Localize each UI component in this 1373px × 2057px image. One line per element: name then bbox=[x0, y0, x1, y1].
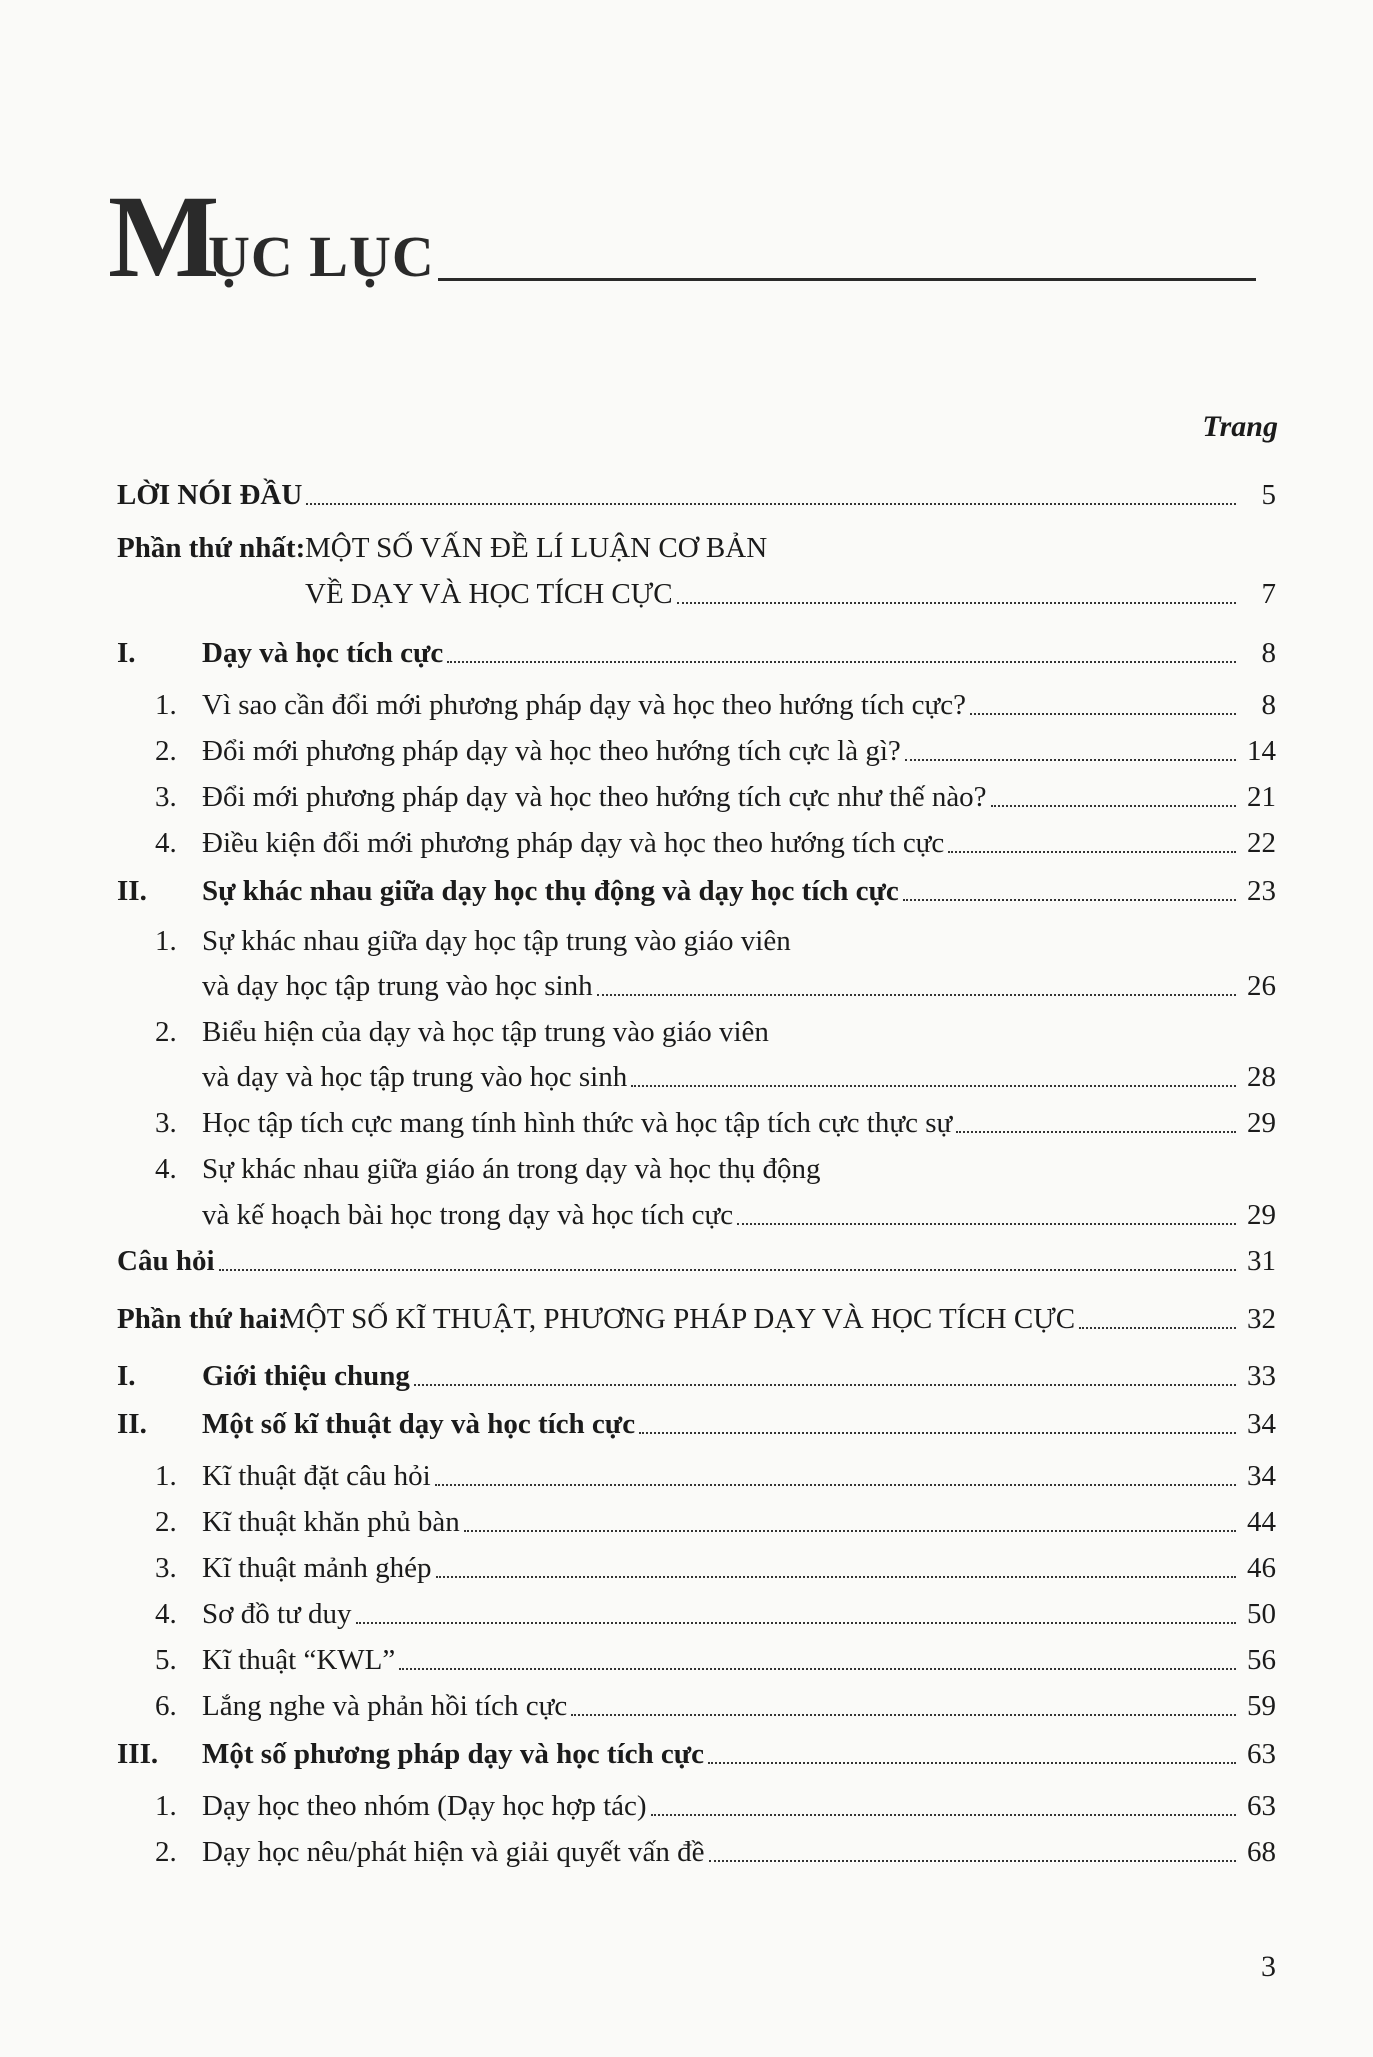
toc-entry-page: 63 bbox=[1247, 1790, 1276, 1822]
toc-leader-dots bbox=[905, 759, 1236, 761]
toc-entry-title: VỀ DẠY VÀ HỌC TÍCH CỰC bbox=[305, 578, 673, 610]
toc-entry-page: 8 bbox=[1261, 637, 1276, 669]
toc-entry-title: Phần thứ nhất: bbox=[117, 532, 306, 564]
toc-entry-number: 1. bbox=[155, 689, 177, 721]
toc-entry-page: 32 bbox=[1247, 1303, 1276, 1335]
toc-entry-page: 5 bbox=[1261, 479, 1276, 511]
toc-entry-title: và kế hoạch bài học trong dạy và học tích cực bbox=[202, 1199, 734, 1231]
toc-entry bbox=[0, 921, 1373, 961]
toc-entry bbox=[0, 633, 1373, 673]
toc-entry-title: Dạy và học tích cực bbox=[202, 637, 444, 669]
toc-entry-number: 2. bbox=[155, 1836, 177, 1868]
toc-entry bbox=[0, 1012, 1373, 1052]
toc-entry bbox=[0, 1502, 1373, 1542]
toc-leader-dots bbox=[1079, 1327, 1236, 1329]
toc-entry-number: 4. bbox=[155, 1598, 177, 1630]
toc-entry-page: 21 bbox=[1247, 781, 1276, 813]
toc-entry-number: 4. bbox=[155, 827, 177, 859]
toc-entry-title: Phần thứ hai: bbox=[117, 1303, 288, 1335]
toc-leader-dots bbox=[956, 1131, 1236, 1133]
toc-entry-page: 23 bbox=[1247, 875, 1276, 907]
toc-entry-number: 5. bbox=[155, 1644, 177, 1676]
toc-entry bbox=[0, 528, 1373, 568]
toc-entry-title: Dạy học theo nhóm (Dạy học hợp tác) bbox=[202, 1790, 647, 1822]
toc-entry-number: 2. bbox=[155, 1506, 177, 1538]
toc-entry-number: III. bbox=[117, 1738, 159, 1770]
toc-entry bbox=[0, 1149, 1373, 1189]
toc-leader-dots bbox=[737, 1223, 1236, 1225]
toc-entry bbox=[0, 1103, 1373, 1143]
toc-entry bbox=[0, 1640, 1373, 1680]
toc-entry bbox=[0, 1456, 1373, 1496]
toc-entry-title: Sự khác nhau giữa dạy học thụ động và dạy học tích cực bbox=[202, 875, 899, 907]
toc-entry-page: 59 bbox=[1247, 1690, 1276, 1722]
toc-entry bbox=[0, 1195, 1373, 1235]
toc-leader-dots bbox=[639, 1432, 1236, 1434]
toc-entry-title: Lắng nghe và phản hồi tích cực bbox=[202, 1690, 568, 1722]
toc-entry-page: 68 bbox=[1247, 1836, 1276, 1868]
toc-entry bbox=[0, 731, 1373, 771]
toc-entry-title: và dạy và học tập trung vào học sinh bbox=[202, 1061, 628, 1093]
toc-leader-dots bbox=[571, 1714, 1236, 1716]
toc-entry-number: 1. bbox=[155, 1790, 177, 1822]
toc-entry bbox=[0, 777, 1373, 817]
toc-entry-number: 2. bbox=[155, 735, 177, 767]
toc-entry bbox=[0, 685, 1373, 725]
toc-entry-title: Sơ đồ tư duy bbox=[202, 1598, 352, 1630]
toc-leader-dots bbox=[709, 1860, 1236, 1862]
toc-entry-number: 2. bbox=[155, 1016, 177, 1048]
toc-entry-title: Kĩ thuật mảnh ghép bbox=[202, 1552, 432, 1584]
toc-entry-subtitle: MỘT SỐ KĨ THUẬT, PHƯƠNG PHÁP DẠY VÀ HỌC TÍCH CỰC bbox=[280, 1303, 1076, 1335]
toc-entry-number: I. bbox=[117, 637, 136, 669]
toc-entry-title: Sự khác nhau giữa dạy học tập trung vào giáo viên bbox=[202, 925, 791, 957]
toc-entry bbox=[0, 574, 1373, 614]
toc-entry bbox=[0, 1356, 1373, 1396]
toc-entry-page: 29 bbox=[1247, 1107, 1276, 1139]
page-column-header: Trang bbox=[1202, 410, 1278, 443]
toc-entry-page: 7 bbox=[1261, 578, 1276, 610]
toc-leader-dots bbox=[991, 805, 1236, 807]
toc-entry-title: Kĩ thuật “KWL” bbox=[202, 1644, 396, 1676]
toc-leader-dots bbox=[948, 851, 1236, 853]
toc-entry-page: 8 bbox=[1261, 689, 1276, 721]
toc-entry-title: Vì sao cần đổi mới phương pháp dạy và học theo hướng tích cực? bbox=[202, 689, 966, 721]
toc-entry bbox=[0, 1057, 1373, 1097]
toc-entry-number: 1. bbox=[155, 1460, 177, 1492]
toc-entry-title: Đổi mới phương pháp dạy và học theo hướng tích cực là gì? bbox=[202, 735, 901, 767]
toc-entry-page: 22 bbox=[1247, 827, 1276, 859]
toc-entry-page: 29 bbox=[1247, 1199, 1276, 1231]
toc-entry-page: 50 bbox=[1247, 1598, 1276, 1630]
toc-entry-title: Học tập tích cực mang tính hình thức và học tập tích cực thực sự bbox=[202, 1107, 953, 1139]
toc-leader-dots bbox=[597, 994, 1236, 996]
toc-entry-page: 14 bbox=[1247, 735, 1276, 767]
page-number: 3 bbox=[1261, 1950, 1276, 1983]
toc-entry-page: 63 bbox=[1247, 1738, 1276, 1770]
toc-entry-number: II. bbox=[117, 875, 147, 907]
title-rule bbox=[438, 278, 1256, 281]
toc-entry bbox=[0, 871, 1373, 911]
toc-leader-dots bbox=[651, 1814, 1236, 1816]
toc-entry-subtitle: MỘT SỐ VẤN ĐỀ LÍ LUẬN CƠ BẢN bbox=[305, 532, 768, 564]
toc-entry-page: 31 bbox=[1247, 1245, 1276, 1277]
toc-entry-number: 6. bbox=[155, 1690, 177, 1722]
title-text: ỤC LỤC bbox=[208, 224, 435, 289]
toc-entry-title: Kĩ thuật đặt câu hỏi bbox=[202, 1460, 431, 1492]
toc-entry-number: 3. bbox=[155, 781, 177, 813]
toc-entry-title: và dạy học tập trung vào học sinh bbox=[202, 970, 593, 1002]
toc-entry-title: Câu hỏi bbox=[117, 1245, 215, 1277]
toc-entry-number: 3. bbox=[155, 1552, 177, 1584]
toc-leader-dots bbox=[436, 1576, 1236, 1578]
toc-entry bbox=[0, 1686, 1373, 1726]
toc-leader-dots bbox=[708, 1762, 1236, 1764]
title-initial: M bbox=[108, 171, 218, 302]
toc-entry-number: 3. bbox=[155, 1107, 177, 1139]
toc-leader-dots bbox=[677, 602, 1236, 604]
toc-entry-title: Điều kiện đổi mới phương pháp dạy và học theo hướng tích cực bbox=[202, 827, 945, 859]
toc-entry-title: Sự khác nhau giữa giáo án trong dạy và học thụ động bbox=[202, 1153, 821, 1185]
toc-entry bbox=[0, 823, 1373, 863]
toc-entry-page: 34 bbox=[1247, 1460, 1276, 1492]
toc-entry bbox=[0, 1832, 1373, 1872]
toc-entry-title: LỜI NÓI ĐẦU bbox=[117, 479, 303, 511]
toc-leader-dots bbox=[464, 1530, 1236, 1532]
toc-entry bbox=[0, 1241, 1373, 1281]
page-title bbox=[108, 171, 1256, 302]
toc-entry bbox=[0, 1594, 1373, 1634]
toc-entry-page: 33 bbox=[1247, 1360, 1276, 1392]
toc-entry-page: 26 bbox=[1247, 970, 1276, 1002]
toc-entry-title: Biểu hiện của dạy và học tập trung vào giáo viên bbox=[202, 1016, 769, 1048]
toc-leader-dots bbox=[435, 1484, 1236, 1486]
toc-entry-number: II. bbox=[117, 1408, 147, 1440]
toc-entry-number: I. bbox=[117, 1360, 136, 1392]
toc-leader-dots bbox=[447, 661, 1236, 663]
toc-entry-title: Một số kĩ thuật dạy và học tích cực bbox=[202, 1408, 636, 1440]
toc-entry-number: 4. bbox=[155, 1153, 177, 1185]
toc-entry bbox=[0, 1786, 1373, 1826]
toc-leader-dots bbox=[306, 503, 1236, 505]
toc-leader-dots bbox=[903, 899, 1236, 901]
toc-entry bbox=[0, 475, 1373, 515]
toc-leader-dots bbox=[970, 713, 1236, 715]
toc-entry-title: Kĩ thuật khăn phủ bàn bbox=[202, 1506, 460, 1538]
toc-entry-title: Một số phương pháp dạy và học tích cực bbox=[202, 1738, 705, 1770]
toc-entry-page: 28 bbox=[1247, 1061, 1276, 1093]
toc-entry bbox=[0, 966, 1373, 1006]
toc-entry bbox=[0, 1299, 1373, 1339]
toc-entry-number: 1. bbox=[155, 925, 177, 957]
toc-leader-dots bbox=[219, 1269, 1236, 1271]
toc-entry-title: Đổi mới phương pháp dạy và học theo hướng tích cực như thế nào? bbox=[202, 781, 987, 813]
toc-entry-title: Giới thiệu chung bbox=[202, 1360, 410, 1392]
toc-leader-dots bbox=[414, 1384, 1236, 1386]
toc-leader-dots bbox=[631, 1085, 1236, 1087]
toc-entry-title: Dạy học nêu/phát hiện và giải quyết vấn đề bbox=[202, 1836, 705, 1868]
toc-entry bbox=[0, 1548, 1373, 1588]
toc-leader-dots bbox=[399, 1668, 1236, 1670]
toc-entry-page: 56 bbox=[1247, 1644, 1276, 1676]
toc-entry-page: 34 bbox=[1247, 1408, 1276, 1440]
toc-entry bbox=[0, 1734, 1373, 1774]
toc-entry-page: 44 bbox=[1247, 1506, 1276, 1538]
toc-entry bbox=[0, 1404, 1373, 1444]
toc-leader-dots bbox=[356, 1622, 1236, 1624]
toc-entry-page: 46 bbox=[1247, 1552, 1276, 1584]
